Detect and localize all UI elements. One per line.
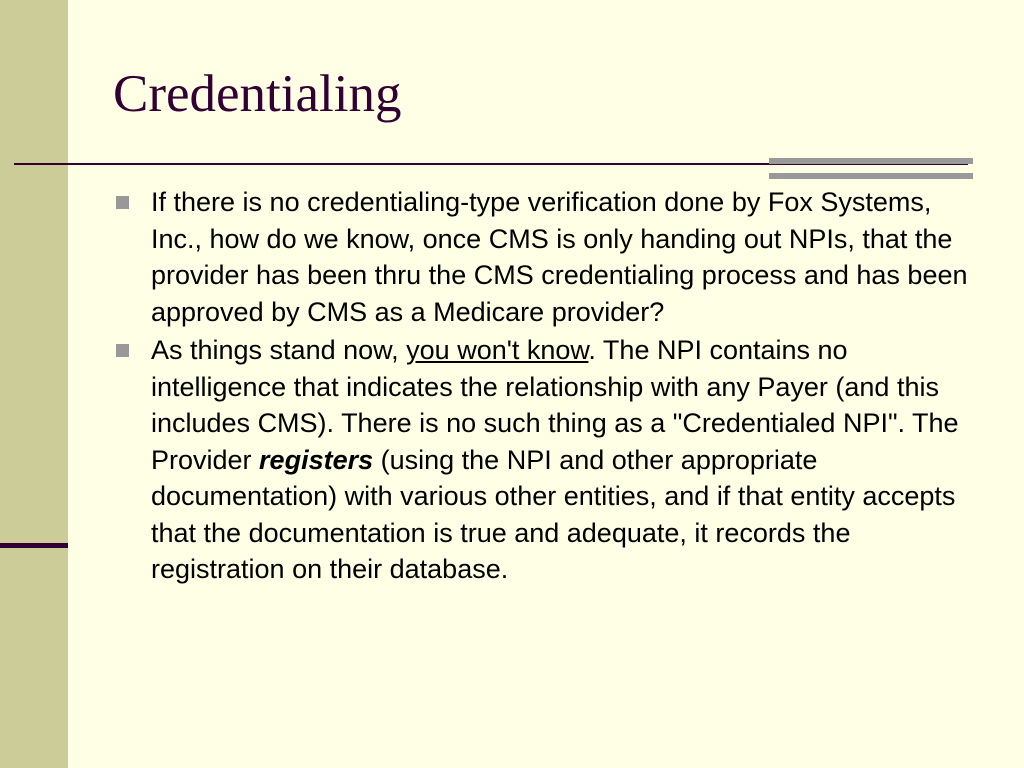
bullet-text-middle: . The NPI contains no intelligence that indicates the relationship with any Payer (and this includes CMS). There is no such thing as a "Credentialed NPI". The Provider [151, 335, 959, 475]
bullet-item [113, 332, 973, 588]
square-bullet-icon [116, 344, 129, 357]
emphasized-word: registers [259, 444, 374, 475]
square-bullet-icon [116, 196, 129, 209]
bullet-text-lead: As things stand now, [151, 335, 407, 365]
slide-title: Credentialing [113, 65, 402, 123]
bullet-list [113, 184, 973, 590]
grey-stripe-top [769, 158, 973, 164]
bullet-text: If there is no credentialing-type verification done by Fox Systems, Inc., how do we know, once CMS is only handing out NPIs, that the provider has been thru the CMS credentialing process and has been approved by CMS as a Medicare provider? [151, 187, 968, 327]
bullet-text-tail: (using the NPI and other appropriate documentation) with various other entities, and if that entity accepts that the documentation is true and adequate, it records the registration on their database. [151, 444, 956, 584]
bullet-item [113, 184, 973, 330]
left-accent-line [0, 543, 68, 548]
grey-stripe-bottom [769, 173, 973, 179]
left-decorative-bar [0, 0, 68, 768]
underlined-phrase: you won't know [406, 335, 589, 365]
